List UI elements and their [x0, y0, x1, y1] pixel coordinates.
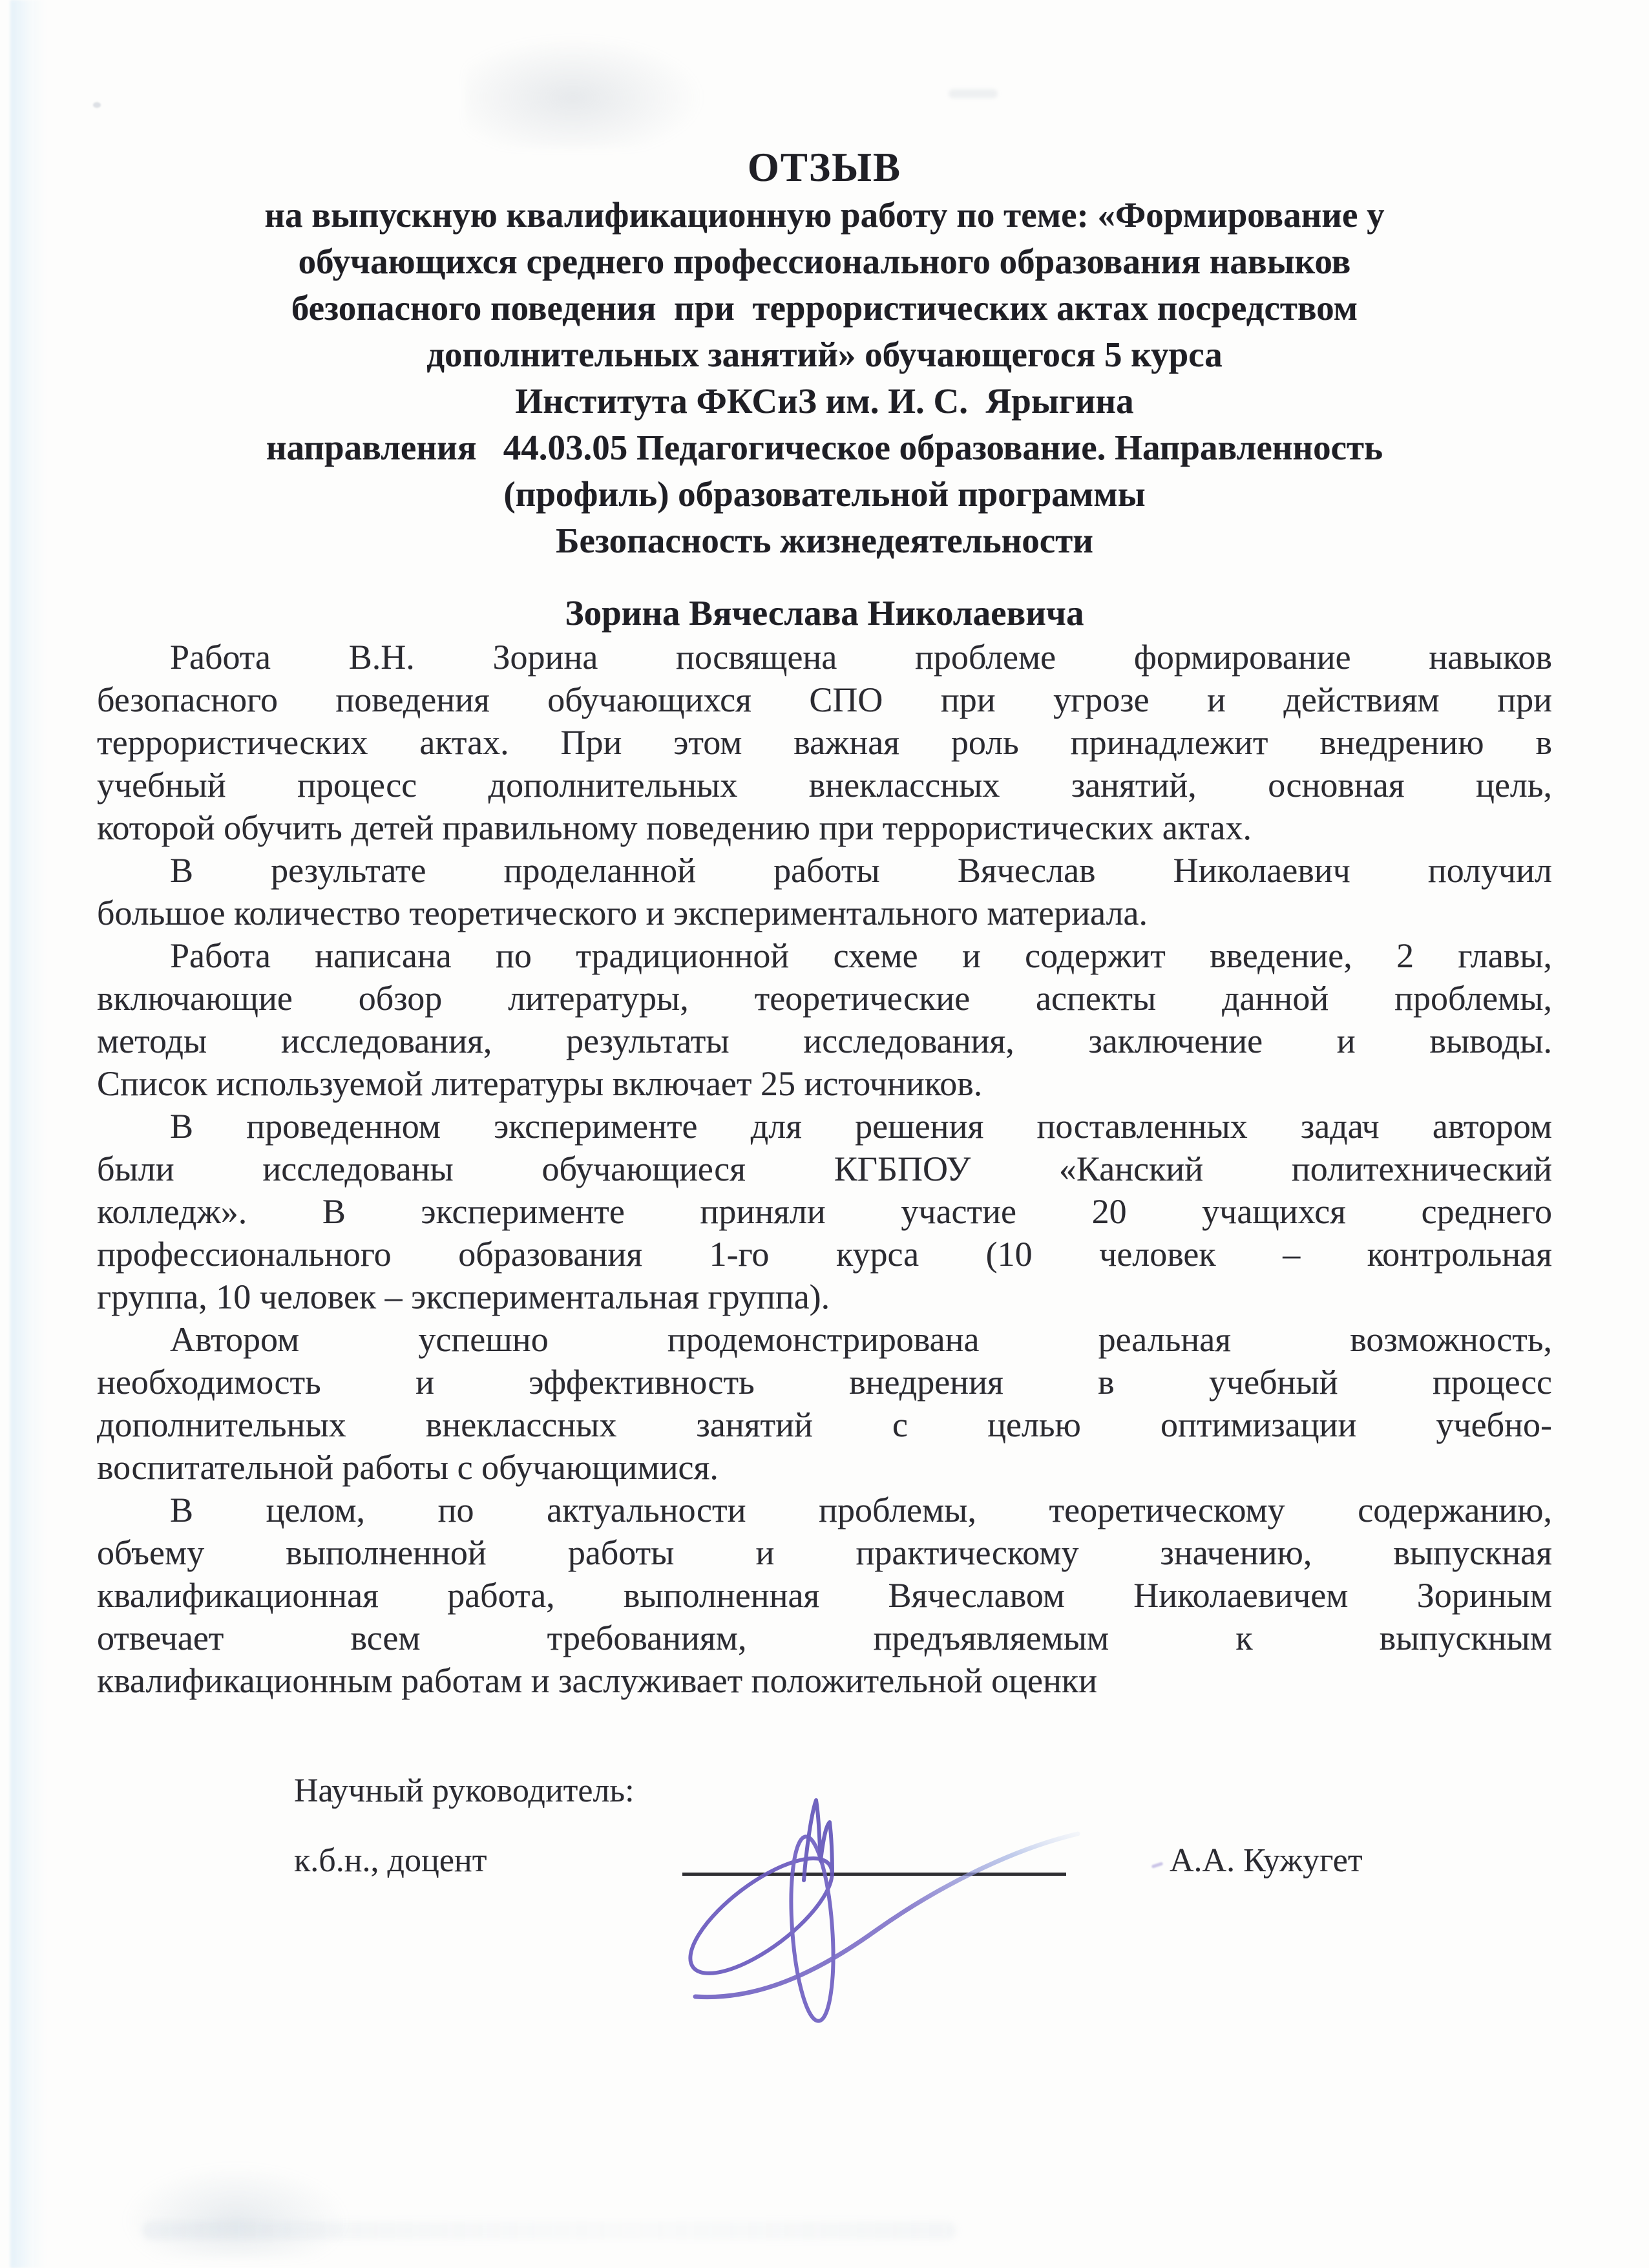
body-line: большое количество теоретического и экспериментального материала. [97, 894, 1148, 932]
document-heading [97, 143, 1552, 564]
review-subtitle-line: направления 44.03.05 Педагогическое образование. Направленность [266, 428, 1383, 467]
body-line: учебный процесс дополнительных внеклассных занятий, основная цель, [97, 766, 1552, 804]
body-line: безопасного поведения обучающихся СПО при угрозе и действиям при [97, 680, 1552, 719]
review-subtitle-line: дополнительных занятий» обучающегося 5 курса [426, 335, 1223, 374]
body-line: Работа написана по традиционной схеме и содержит введение, 2 главы, [170, 936, 1552, 975]
body-line: Автором успешно продемонстрирована реальная возможность, [170, 1320, 1552, 1359]
review-body [97, 636, 1552, 1702]
body-line: профессионального образования 1-го курса (10 человек – контрольная [97, 1235, 1552, 1274]
body-line: отвечает всем требованиям, предъявляемым к выпускным [97, 1619, 1552, 1657]
scan-streak-bottom [142, 2221, 956, 2240]
paragraph [97, 1105, 1552, 1318]
body-line: квалификационная работа, выполненная Вячеславом Николаевичем Зориным [97, 1576, 1552, 1615]
body-line: квалификационным работам и заслуживает положительной оценки [97, 1661, 1098, 1700]
review-subtitle-line: Безопасность жизнедеятельности [556, 521, 1093, 560]
review-subtitle-line: (профиль) образовательной программы [503, 474, 1146, 514]
body-line: В целом, по актуальности проблемы, теоретическому содержанию, [170, 1491, 1552, 1529]
student-name-heading: Зорина Вячеслава Николаевича [565, 593, 1084, 633]
review-subtitle-line: обучающихся среднего профессионального образования навыков [298, 242, 1351, 281]
review-subtitle-line: Института ФКСиЗ им. И. С. Ярыгина [515, 381, 1134, 421]
scan-smudge-top [465, 36, 704, 149]
paragraph [97, 934, 1552, 1105]
pen-speck [1151, 1862, 1164, 1868]
body-line: колледж». В эксперименте приняли участие 20 учащихся среднего [97, 1192, 1552, 1231]
signature-ink [659, 1777, 1098, 2048]
body-line: Работа В.Н. Зорина посвящена проблеме формирование навыков [170, 638, 1552, 677]
signature-degree: к.б.н., доцент [294, 1842, 487, 1879]
review-title: ОТЗЫВ [747, 145, 902, 190]
body-line: дополнительных внеклассных занятий с целью оптимизации учебно- [97, 1405, 1552, 1444]
scan-edge-artifact-left [10, 0, 48, 2268]
body-line: были исследованы обучающиеся КГБПОУ «Канский политехнический [97, 1150, 1552, 1188]
body-line: необходимость и эффективность внедрения в учебный процесс [97, 1363, 1552, 1402]
paragraph [97, 636, 1552, 849]
body-line: В результате проделанной работы Вячеслав Николаевич получил [170, 851, 1552, 890]
body-line: террористических актах. При этом важная роль принадлежит внедрению в [97, 723, 1552, 762]
scan-speck-top-right [949, 89, 998, 98]
review-subtitle-line: на выпускную квалификационную работу по теме: «Формирование у [264, 195, 1385, 235]
scan-smudge-bottom [123, 2165, 349, 2258]
paragraph [97, 849, 1552, 934]
body-line: которой обучить детей правильному поведению при террористических актах. [97, 808, 1252, 847]
body-line: В проведенном эксперименте для решения поставленных задач автором [170, 1107, 1552, 1146]
review-subtitle-line: безопасного поведения при террористических актах посредством [291, 288, 1358, 328]
body-line: Список используемой литературы включает 25 источников. [97, 1064, 983, 1103]
paragraph [97, 1318, 1552, 1489]
body-line: объему выполненной работы и практическому значению, выпускная [97, 1533, 1552, 1572]
signature-name: А.А. Кужугет [1170, 1842, 1363, 1879]
body-line: воспитательной работы с обучающимися. [97, 1448, 719, 1487]
body-line: включающие обзор литературы, теоретические аспекты данной проблемы, [97, 979, 1552, 1018]
body-line: методы исследования, результаты исследования, заключение и выводы. [97, 1022, 1552, 1060]
signature-label: Научный руководитель: [294, 1772, 635, 1809]
scan-speck-left [93, 102, 101, 108]
paragraph [97, 1489, 1552, 1702]
body-line: группа, 10 человек – экспериментальная группа). [97, 1277, 830, 1316]
